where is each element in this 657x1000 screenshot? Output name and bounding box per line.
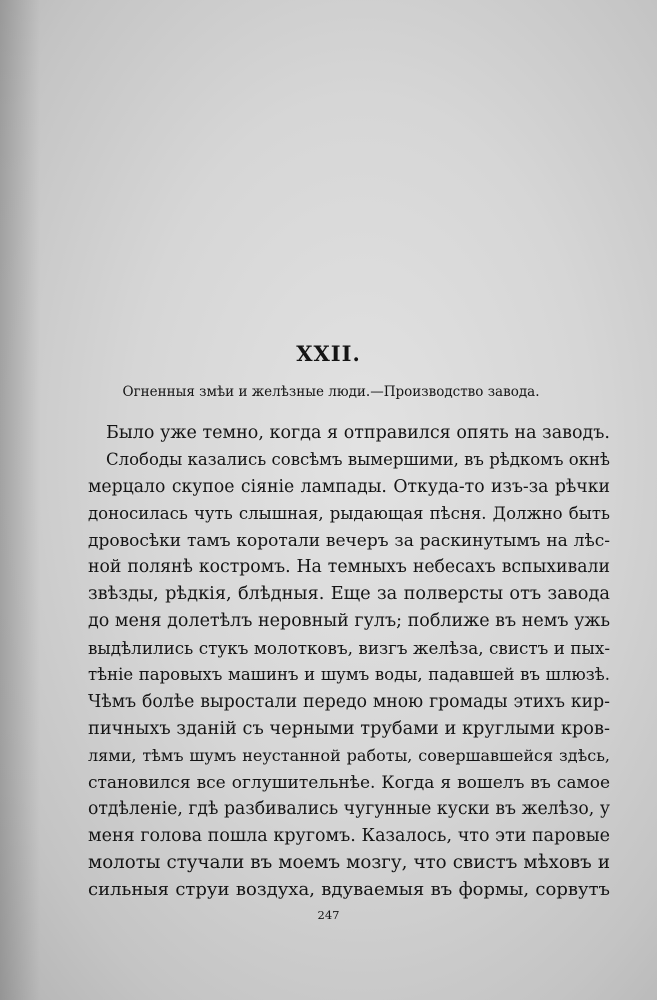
- text-line: ной полянѣ костромъ. На темныхъ небесахъ вспыхивали: [88, 557, 610, 578]
- text-line: лями, тѣмъ шумъ неустанной работы, совершавшейся здѣсь,: [88, 745, 610, 765]
- text-line: доносилась чуть слышная, рыдающая пѣсня. Должно быть: [88, 503, 610, 523]
- text-line: пичныхъ зданій съ черными трубами и круглыми кров-: [88, 718, 610, 739]
- page-fold-shadow: [0, 0, 40, 1000]
- text-line: молоты стучали въ моемъ мозгу, что свистъ мѣховъ и: [88, 852, 610, 874]
- text-line: Чѣмъ болѣе выростали передо мною громады этихъ кир-: [88, 691, 610, 712]
- text-line: Слободы казались совсѣмъ вымершими, въ рѣдкомъ окнѣ: [106, 449, 610, 469]
- text-line: тѣніе паровыхъ машинъ и шумъ воды, падавшей въ шлюзѣ.: [88, 665, 610, 685]
- text-line: дровосѣки тамъ коротали вечеръ за раскинутымъ на лѣс-: [88, 530, 610, 551]
- text-line: меня голова пошла кругомъ. Казалось, что эти паровые: [88, 826, 610, 847]
- page-number: 247: [317, 908, 340, 922]
- text-line: до меня долетѣлъ неровный гулъ; поближе въ немъ ужь: [88, 611, 610, 632]
- body-text: [88, 420, 610, 904]
- text-line: звѣзды, рѣдкія, блѣдныя. Еще за полверсты отъ завода: [88, 584, 610, 605]
- chapter-number: XXII.: [296, 341, 361, 366]
- text-line: выдѣлились стукъ молотковъ, визгъ желѣза, свистъ и пых-: [88, 638, 610, 659]
- text-line: мерцало скупое сіяніе лампады. Откуда-то изъ-за рѣчки: [88, 476, 610, 497]
- text-line: становился все оглушительнѣе. Когда я вошелъ въ самое: [88, 772, 610, 793]
- text-line: сильныя струи воздуха, вдуваемыя въ формы, сорвутъ: [88, 879, 610, 901]
- chapter-subtitle: Огненныя змѣи и желѣзные люди.—Производство завода.: [122, 384, 540, 400]
- text-line: Было уже темно, когда я отправился опять на заводъ.: [106, 423, 610, 443]
- text-line: отдѣленіе, гдѣ разбивались чугунные куски въ желѣзо, у: [88, 799, 610, 820]
